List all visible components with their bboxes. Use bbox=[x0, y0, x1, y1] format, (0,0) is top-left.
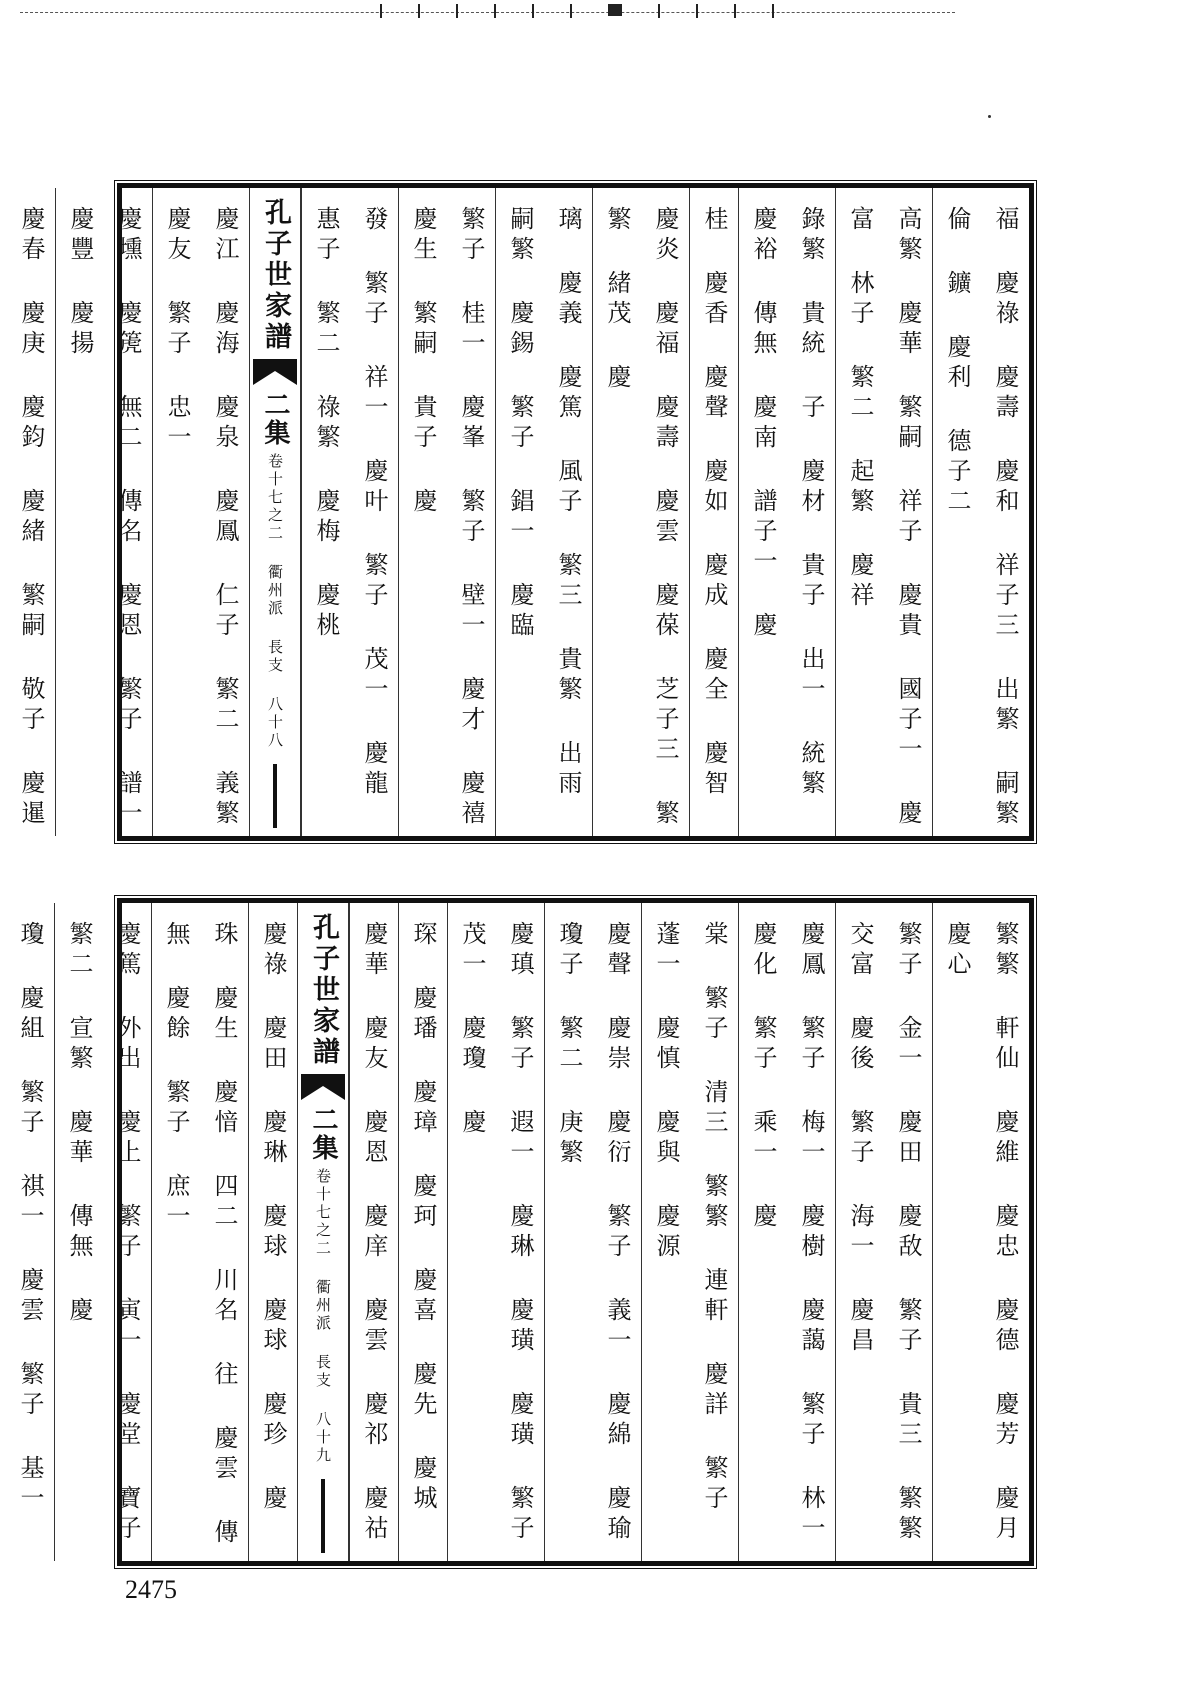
text-column: 繁子 桂一 慶峯 繁子 壁一 慶才 慶禧 慶生 繁嗣 貴子 慶 bbox=[398, 188, 495, 836]
top-scan-marks bbox=[380, 4, 940, 20]
book-title: 孔子世家譜 bbox=[308, 913, 339, 1068]
page-columns bbox=[16, 903, 1029, 1561]
volume-label: 二集 bbox=[308, 1106, 338, 1162]
text-column: 桂 慶香 慶聲 慶如 慶成 慶全 慶智 bbox=[689, 188, 738, 836]
book-title: 孔子世家譜 bbox=[260, 198, 291, 353]
genealogy-page-89 bbox=[16, 898, 1034, 1566]
text-column: 慶瑱 繁子 遐一 慶琳 慶璜 慶璜 繁子 茂一 慶瓊 慶 bbox=[447, 903, 544, 1561]
scan-speck bbox=[988, 115, 991, 118]
text-column: 珠 慶生 慶愔 四二 川名 往 慶雲 傳無 慶餘 繁子 庶一 bbox=[151, 903, 248, 1561]
text-column: 慶鳳 繁子 梅一 慶樹 慶藹 繁子 林一 慶化 繁子 乘一 慶 bbox=[738, 903, 835, 1561]
text-column: 福 慶祿 慶壽 慶和 祥子三 出繁 嗣繁 倫 鑛 慶利 德子二 bbox=[932, 188, 1029, 836]
text-column: 慶篤 外出 慶上 繁子 寅一 慶堂 寶子 繁二 宣繁 慶華 傳無 慶 bbox=[54, 903, 151, 1561]
header-rule bbox=[321, 1479, 325, 1553]
text-column: 慶江 慶海 慶泉 慶鳳 仁子 繁二 義繁 慶友 繁子 忠一 bbox=[152, 188, 249, 836]
text-column: 瓊 慶組 繁子 祺一 慶雲 繁子 基一 bbox=[0, 903, 54, 1561]
text-column: 棠 繁子 清三 繁繁 連軒 慶詳 繁子 蓬一 慶慎 慶與 慶源 bbox=[641, 903, 738, 1561]
text-column: 璃 慶義 慶篤 風子 繁三 貴繁 出雨 嗣繁 慶錫 繁子 錩一 慶臨 bbox=[495, 188, 592, 836]
text-column: 高繁 慶華 繁嗣 祥子 慶貴 國子一 慶富 林子 繁二 起繁 慶祥 bbox=[835, 188, 932, 836]
text-column: 慶炎 慶福 慶壽 慶雲 慶葆 芝子三 繁繁 緒茂 慶 bbox=[592, 188, 689, 836]
volume-label: 二集 bbox=[260, 391, 290, 447]
genealogy-page-88 bbox=[17, 183, 1034, 841]
fishtail-ornament bbox=[253, 359, 297, 385]
text-column: 慶聲 慶崇 慶衍 繁子 義一 慶綿 慶瑜 瓊子 繁二 庚繁 bbox=[544, 903, 641, 1561]
text-column: 慶壎 慶箎 無二 傳名 慶恩 繁子 譜一 慶豐 慶揚 bbox=[55, 188, 152, 836]
fishtail-ornament bbox=[301, 1074, 345, 1100]
text-column: 錄繁 貴統 子 慶材 貴子 出一 統繁 慶裕 傳無 慶南 譜子一 慶 bbox=[738, 188, 835, 836]
section-label: 卷十七之二 衢州派 長支 八十九 bbox=[314, 1168, 332, 1465]
text-column: 慶春 慶庚 慶鈞 慶緒 繁嗣 敬子 慶暹 bbox=[0, 188, 55, 836]
text-column: 慶祿 慶田 慶琳 慶球 慶球 慶珍 慶 bbox=[248, 903, 297, 1561]
text-column: 發 繁子 祥一 慶叶 繁子 茂一 慶龍 惠子 繁二 祿繁 慶梅 慶桃 bbox=[301, 188, 398, 836]
page-header-column bbox=[249, 188, 301, 836]
text-column: 琛 慶璠 慶璋 慶珂 慶喜 慶先 慶城 bbox=[398, 903, 447, 1561]
page-header-column bbox=[297, 903, 349, 1561]
section-label: 卷十七之二 衢州派 長支 八十八 bbox=[266, 453, 284, 750]
text-column: 慶華 慶友 慶恩 慶庠 慶雲 慶祁 慶祜 bbox=[349, 903, 398, 1561]
text-column: 繁子 金一 慶田 慶敌 繁子 貴三 繁繁 交富 慶後 繁子 海一 慶昌 bbox=[835, 903, 932, 1561]
header-rule bbox=[273, 764, 277, 828]
page-columns bbox=[17, 188, 1029, 836]
text-column: 繁繁 軒仙 慶維 慶忠 慶德 慶芳 慶月 慶心 bbox=[932, 903, 1029, 1561]
page-number: 2475 bbox=[125, 1575, 177, 1604]
